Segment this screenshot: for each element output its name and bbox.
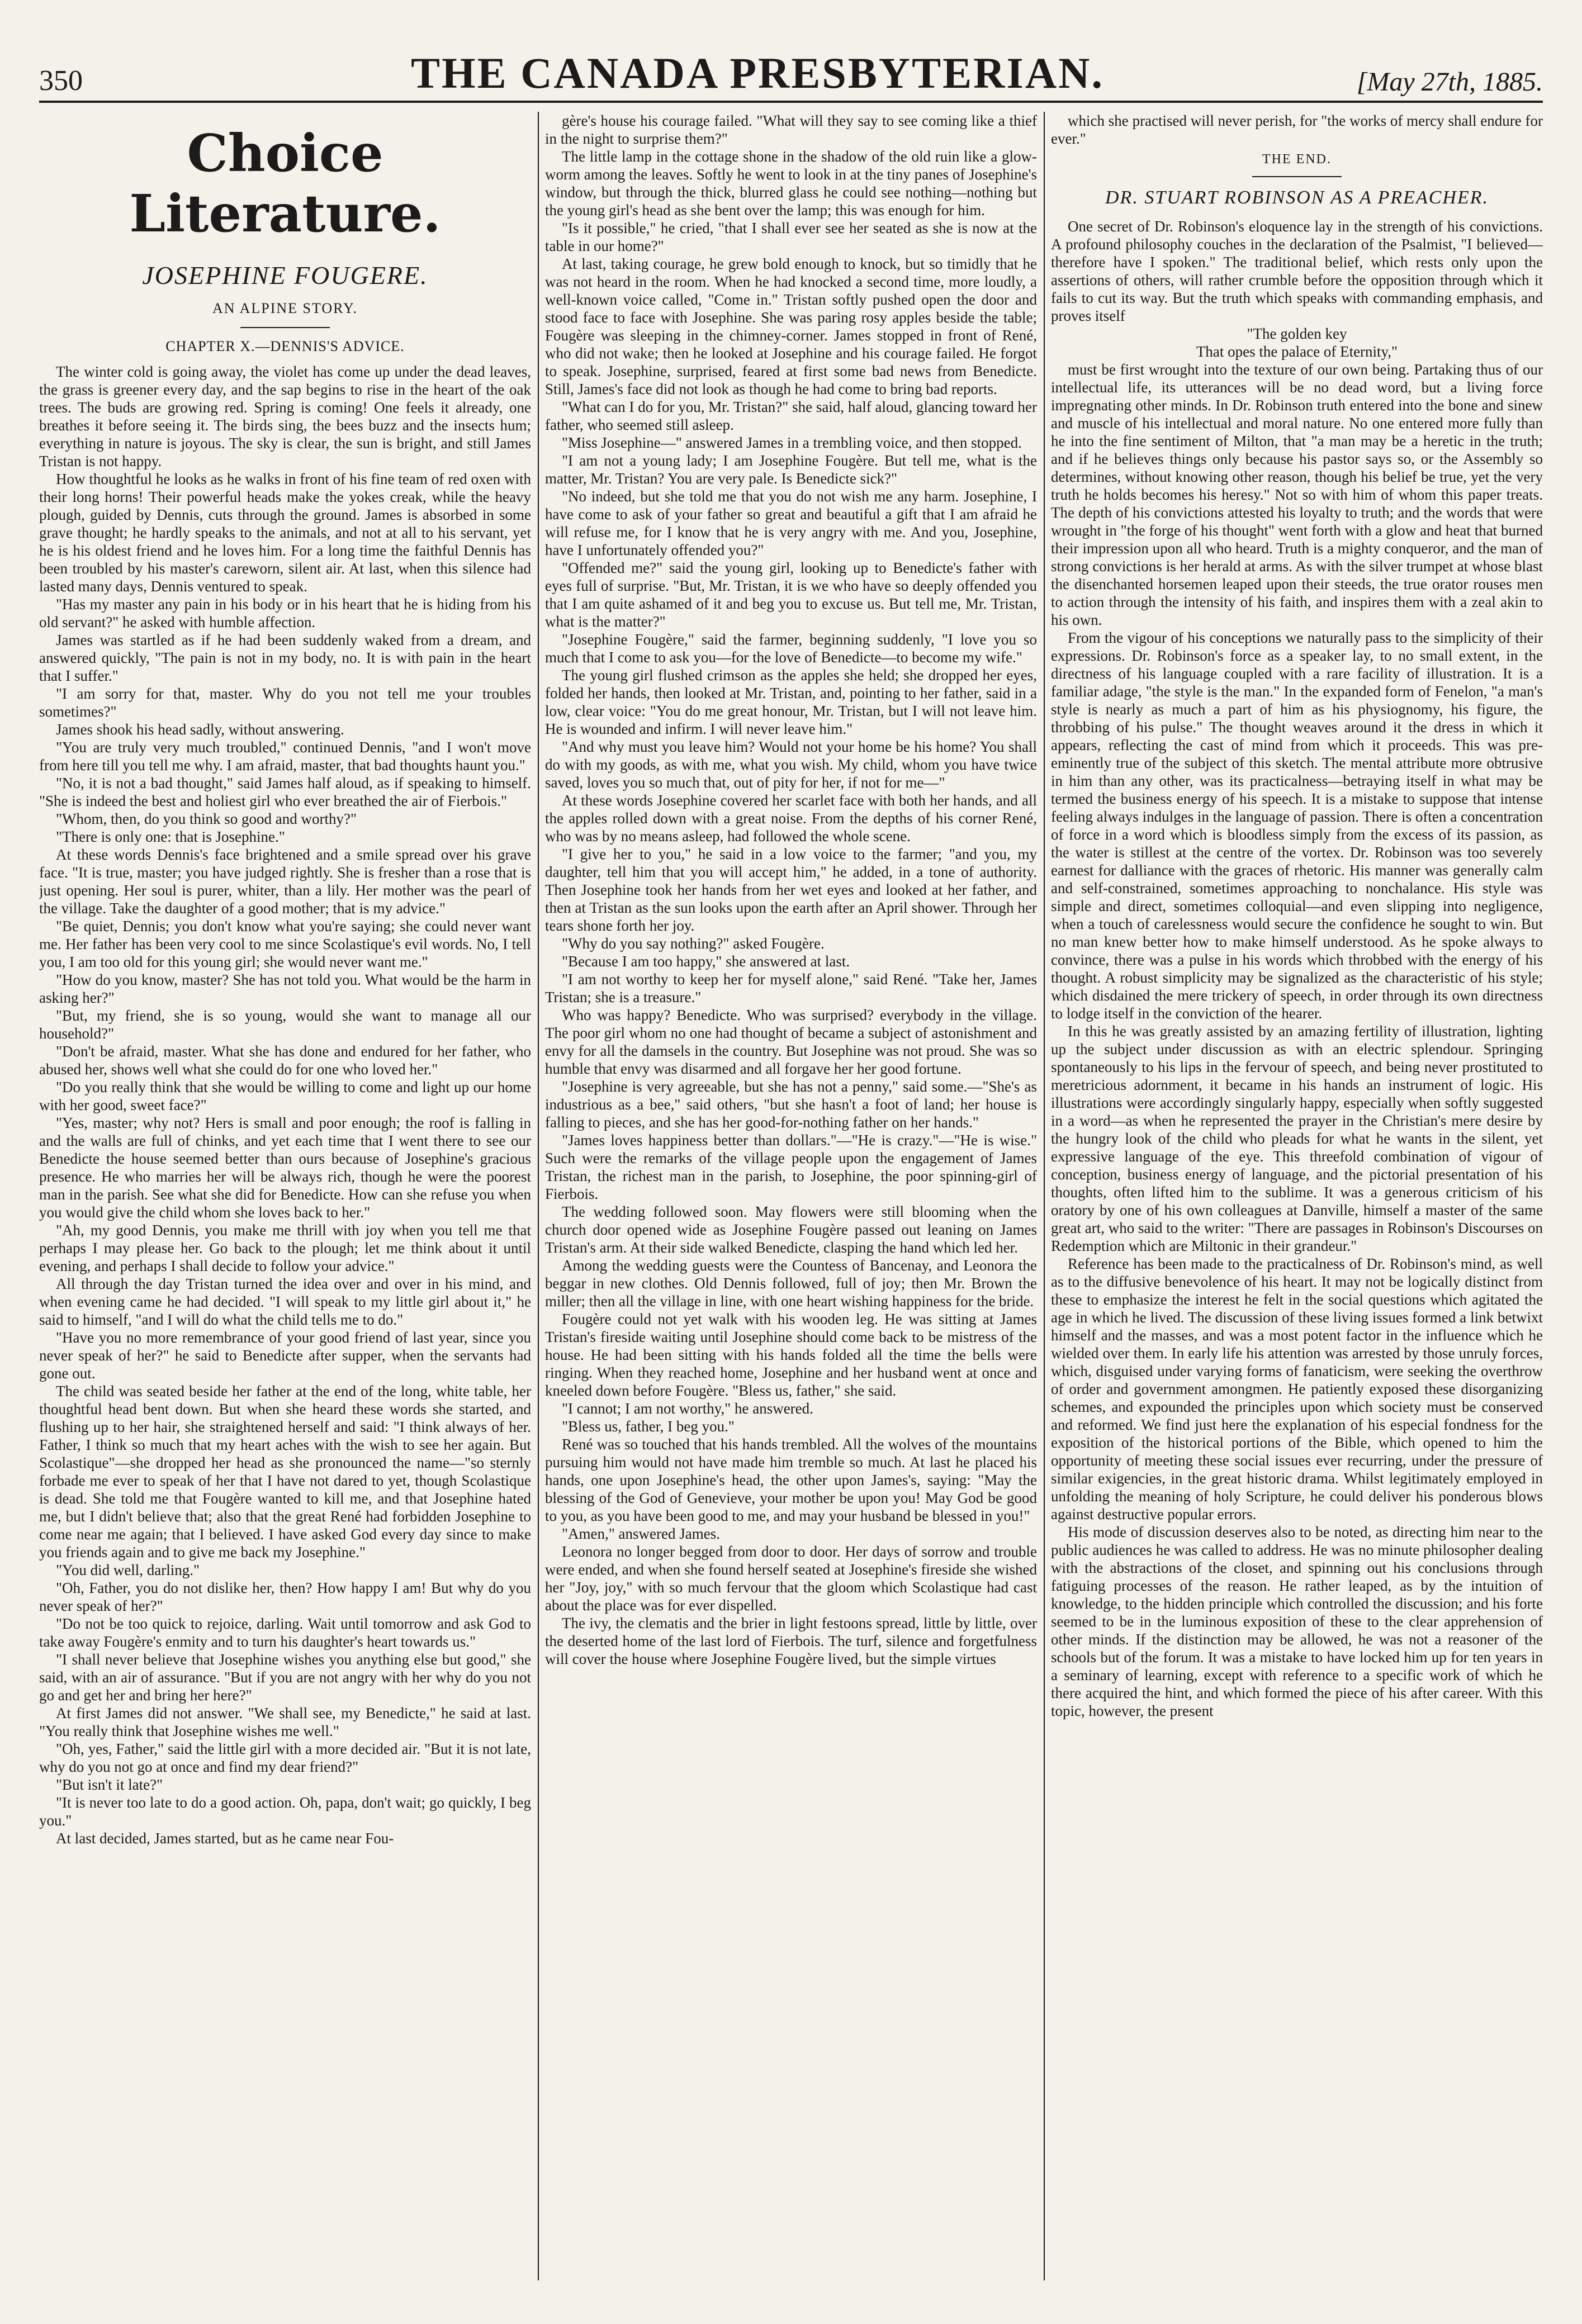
paragraph: must be first wrought into the texture of our own being. Partaking thus of our intellectual life, its utterances will be no dead word, but a living force impregnating other minds. In Dr. Robinson truth entered into the bone and sinew and muscle of his intellectual and moral nature. No one entered more fully than he into the fine sentiment of Milton, that "a man may be a heretic in the truth; and if he believes things only because his pastor says so, or the Assembly so determines, without knowing other reason, though his belief be true, yet the very truth he holds becomes his heresy." Not so with him of whom this paper treats. The depth of his convictions attested his loyalty to truth; and the words that were wrought in "the forge of his thought" went forth with a glow and heat that burned their impression upon all who heard. Truth is a mighty conqueror, and the man of strong convictions is her herald at arms. As with the silver trumpet at whose blast the disenchanted horsemen leaped upon their steeds, the true orator rouses men to action through the intensity of his faith, and inspires them with a zeal akin to his own. bbox=[1051, 361, 1543, 628]
column-rule bbox=[531, 112, 545, 2280]
paragraph: The young girl flushed crimson as the apples she held; she dropped her eyes, folded her hands, then looked at Mr. Tristan, and, pointing to her father, said in a low, clear voice: "You do me great honour, Mr. Tristan, but I will not leave him. He is wounded and infirm. I will never leave him." bbox=[545, 667, 1037, 737]
paragraph: "I give her to you," he said in a low voice to the farmer; "and you, my daughter, tell him that you will accept him," he added, in a tone of authority. Then Josephine took her hands from her wet eyes and looked at her father, and then at Tristan as the sun looks upon the earth after an April shower. Through her tears shone forth her joy. bbox=[545, 846, 1037, 934]
paragraph: James was startled as if he had been suddenly waked from a dream, and answered quickly, "The pain is not in my body, no. It is with pain in the heart that I suffer." bbox=[39, 632, 531, 684]
paragraph: "Have you no more remembrance of your good friend of last year, since you never speak of her?" he said to Benedicte after supper, when the servants had gone out. bbox=[39, 1329, 531, 1382]
story-title: JOSEPHINE FOUGERE. bbox=[142, 261, 428, 290]
paragraph: "Amen," answered James. bbox=[562, 1525, 720, 1542]
paragraph: At these words Dennis's face brightened and a smile spread over his grave face. "It is true, master; you have judged rightly. She is fresher than a rose that is just opening. Her soul is purer, whiter, than a lily. Her mother was the pearl of the village. Take the daughter of a good mother; that is my advice." bbox=[39, 846, 531, 917]
paragraph: "Do not be too quick to rejoice, darling. Wait until tomorrow and ask God to take away Fougère's enmity and to turn his daughter's heart towards us." bbox=[39, 1615, 531, 1650]
paragraph: All through the day Tristan turned the idea over and over in his mind, and when evening came he had decided. "I will speak to my little girl about it," he said to himself, "and I will do what the child tells me to do." bbox=[39, 1275, 531, 1328]
paragraph: "You are truly very much troubled," continued Dennis, "and I won't move from here till you tell me why. I am afraid, master, that bad thoughts haunt you." bbox=[39, 739, 531, 774]
paragraph: "But, my friend, she is so young, would she want to manage all our household?" bbox=[39, 1007, 531, 1042]
paragraph: How thoughtful he looks as he walks in front of his fine team of red oxen with their long horns! Their powerful heads make the yokes creak, while the heavy plough, guided by Dennis, cuts through the ground. James is absorbed in some grave thought; he hardly speaks to the animals, and not at all to his servant, yet he is his oldest friend and he loves him. For a long time the faithful Dennis has been troubled by his master's careworn, silent air. At last, when this silence had lasted many days, Dennis ventured to speak. bbox=[39, 471, 531, 595]
paragraph: René was so touched that his hands trembled. All the wolves of the mountains pursuing him would not have made him tremble so much. At last he placed his hands, one upon Josephine's head, the other upon James's, saying: "May the blessing of the God of Genevieve, your mother be upon you! May God be good to you, as you have been good to me, and may your husband be blessed in you!" bbox=[545, 1436, 1037, 1524]
paragraph: "No indeed, but she told me that you do not wish me any harm. Josephine, I have come to ask of your father so great and beautiful a gift that I am afraid he will refuse me, for I know that he is very angry with me. And you, Josephine, have I unfortunately offended you?" bbox=[545, 488, 1037, 558]
paragraph: "Ah, my good Dennis, you make me thrill with joy when you tell me that perhaps I may please her. Go back to the plough; let me think about it until evening, and perhaps I shall decide to follow your advice." bbox=[39, 1222, 531, 1274]
verse-line: That opes the palace of Eternity," bbox=[1196, 343, 1398, 360]
paragraph: "I am not worthy to keep her for myself alone," said René. "Take her, James Tristan; she is a treasure." bbox=[545, 971, 1037, 1006]
paragraph: "I am not a young lady; I am Josephine Fougère. But tell me, what is the matter, Mr. Tristan? You are very pale. Is Benedicte sick?" bbox=[545, 452, 1037, 487]
page-header bbox=[39, 39, 1543, 103]
article-intro bbox=[1051, 217, 1543, 325]
column-3 bbox=[1051, 112, 1543, 2280]
paragraph: Among the wedding guests were the Countess of Bancenay, and Leonora the beggar in new clothes. Old Dennis followed, full of joy; then Mr. Brown the miller; then all the village in line, with one heart wishing happiness for the bride. bbox=[545, 1257, 1037, 1310]
article-body bbox=[1051, 361, 1543, 1720]
paragraph: One secret of Dr. Robinson's eloquence lay in the strength of his convictions. A profound philosophy couches in the declaration of the Psalmist, "I believed—therefore have I spoken." The traditional belief, which rests only upon the assertions of others, will rather crumble before the opposition through which it fails to cut its way. But the truth which speaks with commanding emphasis, and proves itself bbox=[1051, 218, 1543, 324]
paragraph: The little lamp in the cottage shone in the shadow of the old ruin like a glow-worm among the leaves. Softly he went to look in at the tiny panes of Josephine's window, but through the thick, blurred glass he could see nothing—nothing but the young girl's head as she bent over the lamp; this was enough for him. bbox=[545, 148, 1037, 219]
paragraph: "There is only one: that is Josephine." bbox=[56, 828, 285, 845]
paragraph: "Miss Josephine—" answered James in a trembling voice, and then stopped. bbox=[562, 434, 1022, 451]
paragraph: "You did well, darling." bbox=[56, 1562, 200, 1578]
publication-title: THE CANADA PRESBYTERIAN. bbox=[410, 49, 1105, 97]
paragraph: "Do you really think that she would be willing to come and light up our home with her good, sweet face?" bbox=[39, 1079, 531, 1113]
paragraph: "And why must you leave him? Would not your home be his home? You shall do with my goods, as with me, what you wish. My child, whom you have twice saved, loves you so much that, out of pity for her, if not for me—" bbox=[545, 738, 1037, 791]
paragraph: "James loves happiness better than dollars."—"He is crazy."—"He is wise." Such were the remarks of the village people upon the engagement of James Tristan, the richest man in the parish, to Josephine, the poor spinning-girl of Fierbois. bbox=[545, 1132, 1037, 1202]
chapter-heading: CHAPTER X.—DENNIS'S ADVICE. bbox=[165, 338, 405, 354]
column-1 bbox=[39, 112, 531, 2280]
divider bbox=[1252, 176, 1342, 177]
verse-quote bbox=[1051, 325, 1543, 361]
paragraph: "What can I do for you, Mr. Tristan?" she said, half aloud, glancing toward her father, who seemed still asleep. bbox=[545, 399, 1037, 433]
end-mark: THE END. bbox=[1262, 152, 1332, 167]
paragraph: "Why do you say nothing?" asked Fougère. bbox=[562, 935, 825, 952]
column-1-body bbox=[39, 363, 531, 1847]
column-2-body bbox=[545, 112, 1037, 1668]
section-heading: Choice Literature. bbox=[129, 123, 441, 244]
paragraph: The ivy, the clematis and the brier in light festoons spread, little by little, over the deserted home of the last lord of Fierbois. The turf, silence and forgetfulness will cover the house where Josephine Fougère lived, but the simple virtues bbox=[545, 1615, 1037, 1667]
paragraph: Who was happy? Benedicte. Who was surprised? everybody in the village. The poor girl whom no one had thought of became a subject of astonishment and envy for all the damsels in the country. But Josephine was not proud. She was so humble that envy was disarmed and all forgave her her good fortune. bbox=[545, 1007, 1037, 1077]
columns bbox=[39, 112, 1543, 2280]
paragraph: His mode of discussion deserves also to be noted, as directing him near to the public audiences he was called to address. He was no minute philosopher dealing with the abstractions of the closet, and spinning out his conclusions through fatiguing processes of the reason. He rather leaped, as by the intuition of knowledge, to the hidden principle which controlled the discussion; and his forte seemed to be in the luminous exposition of these to the clear apprehension of other minds. If the distinction may be allowed, he was not a reasoner of the schools but of the forum. It was a mistake to have locked him up for ten years in a seminary of learning, except with reference to a specific work of which he there acquired the hint, and which formed the piece of his after career. With this topic, however, the present bbox=[1051, 1524, 1543, 1719]
paragraph: In this he was greatly assisted by an amazing fertility of illustration, lighting up the subject under discussion as with an electric splendour. Springing spontaneously to his lips in the fervour of speech, and being never prostituted to meretricious adornment, it became in his hands an instrument of logic. His illustrations were accordingly singularly happy, especially when softly suggested in a word—as when he represented the prayer in the Christian's mere desire by the hungry look of the child who pleads for what he wants in the silent, yet expressive language of the eye. This threefold combination of vigour of conception, business energy of language, and the pictorial presentation of his thoughts, often lifted him to the sublime. It was a generous criticism of his oratory by one of his own colleagues at Danville, himself a master of the same great art, who said to the writer: "There are passages in Robinson's Discourses on Redemption which are Miltonic in their grandeur." bbox=[1051, 1023, 1543, 1254]
story-subtitle: AN ALPINE STORY. bbox=[212, 300, 358, 316]
paragraph: "I shall never believe that Josephine wishes you anything else but good," she said, with an air of assurance. "But if you are not angry with her why do you not go and get her and bring her here?" bbox=[39, 1651, 531, 1704]
paragraph: "Because I am too happy," she answered at last. bbox=[562, 953, 850, 970]
paragraph: gère's house his courage failed. "What will they say to see coming like a thief in the night to surprise them?" bbox=[545, 112, 1037, 147]
paragraph: "Oh, Father, you do not dislike her, then? How happy I am! But why do you never speak of her?" bbox=[39, 1580, 531, 1614]
paragraph: "But isn't it late?" bbox=[56, 1776, 163, 1793]
paragraph: "I cannot; I am not worthy," he answered. bbox=[562, 1400, 813, 1417]
column-2 bbox=[545, 112, 1037, 2280]
paragraph: The winter cold is going away, the violet has come up under the dead leaves, the grass is greener every day, and the sap begins to rise in the heart of the oak trees. The buds are growing red. Spring is coming! One feels it already, one breathes it before seeing it. The birds sing, the bees buzz and the insects hum; everything in nature is joyous. The sky is clear, the sun is bright, and still James Tristan is not happy. bbox=[39, 363, 531, 469]
paragraph: "Don't be afraid, master. What she has done and endured for her father, who abused her, shows well what she could do for one who loved her." bbox=[39, 1043, 531, 1078]
paragraph: "Josephine is very agreeable, but she has not a penny," said some.—"She's as industrious as a bee," said others, "but she hasn't a foot of land; her house is falling to pieces, and she has her good-for-nothing father on her hands." bbox=[545, 1078, 1037, 1131]
story-closing-paragraph: which she practised will never perish, for "the works of mercy shall endure for ever." bbox=[1051, 112, 1543, 147]
paragraph: At last decided, James started, but as he came near Fou- bbox=[56, 1830, 394, 1847]
paragraph: "I am sorry for that, master. Why do you not tell me your troubles sometimes?" bbox=[39, 685, 531, 720]
paragraph: "How do you know, master? She has not told you. What would be the harm in asking her?" bbox=[39, 971, 531, 1006]
newspaper-page bbox=[39, 39, 1543, 2292]
column-rule bbox=[1037, 112, 1051, 2280]
paragraph: At these words Josephine covered her scarlet face with both her hands, and all the apples rolled down with a great noise. From the depths of his corner René, who was by no means asleep, had followed the whole scene. bbox=[545, 792, 1037, 845]
paragraph: From the vigour of his conceptions we naturally pass to the simplicity of their expressions. Dr. Robinson's force as a speaker lay, to no small extent, in the directness of his language coupled with a rare facility of illustration. It is a familiar adage, "the style is the man." In the expanded form of Fenelon, "a man's style is nearly as much a part of him as his physiognomy, his figure, the throbbing of his pulse." The thought weaves around it the dress in which it appears, reflecting the cast of mind from which it proceeds. This was pre-eminently true of the subject of this sketch. The mental attribute more obtrusive in him than any other, was its practicalness—betraying itself in what may be termed the business energy of his speech. It is a mistake to suppose that intense feeling always indulges in the language of passion. There is often a concentration of force in a word which is bloodless simply from the excess of its passion, as the water is stillest at the centre of the vortex. Dr. Robinson was too severely earnest for dalliance with the graces of rhetoric. His manner was generally calm and self-constrained, sometimes approaching to nonchalance. His style was simple and direct, sometimes colloquial—and even slipping into negligence, when a touch of carelessness would secure the confidence he sought to win. But no man knew better how to make himself understood. As he spoke always to convince, there was a pulse in his words which throbbed with the energy of his thought. A robust simplicity may be signalized as the characteristic of his style; which disdained the mere trickery of speech, in order through its own directness to lodge itself in the conviction of the hearer. bbox=[1051, 629, 1543, 1022]
paragraph: Reference has been made to the practicalness of Dr. Robinson's mind, as well as to the diffusive benevolence of his heart. It may not be logically distinct from these to emphasize the interest he felt in the social questions which agitated the age in which he lived. The discussion of these living issues formed a link betwixt himself and the masses, and was a most potent factor in the influence which he wielded over them. In early life his attention was arrested by those unruly forces, which, disguised under varying forms of fanaticism, were seeking the overthrow of order and government amongmen. He patiently exposed these disorganizing schemes, and expounded the principles upon which society must be conserved and reformed. We find just here the explanation of his especial fondness for the exposition of the historical portions of the Bible, which opened to him the opportunity of meeting these social issues ever recurring, under the pressure of similar exigencies, in the great historic drama. Whilst legitimately employed in unfolding the meaning of holy Scripture, he could deliver his ponderous blows against destructive popular errors. bbox=[1051, 1255, 1543, 1523]
paragraph: "Is it possible," he cried, "that I shall ever see her seated as she is now at the table in our home?" bbox=[545, 220, 1037, 254]
paragraph: The wedding followed soon. May flowers were still blooming when the church door opened wide as Josephine Fougère passed out leaning on James Tristan's arm. At their side walked Benedicte, clasping the hand which led her. bbox=[545, 1203, 1037, 1256]
paragraph: The child was seated beside her father at the end of the long, white table, her thoughtful head bent down. But when she heard these words she started, and flushing up to her hair, she straightened herself and said: "I think always of her. Father, I think so much that my heart aches with the wish to see her again. But Scolastique"—she dropped her head as she pronounced the name—"so sternly forbade me ever to speak of her that I have not dared to yet, though Scolastique is dead. She told me that Fougère wanted to kill me, and that Josephine hated me, but I didn't believe that; also that the great René had forbidden Josephine to come near me again; that I believed. I have asked God every day since to make you friends again and to give me back my Josephine." bbox=[39, 1383, 531, 1561]
paragraph: "Be quiet, Dennis; you don't know what you're saying; she could never want me. Her father has been very cool to me since Scolastique's evil words. No, I tell you, I am too old for this young girl; she would never want me." bbox=[39, 918, 531, 970]
paragraph: "No, it is not a bad thought," said James half aloud, as if speaking to himself. "She is indeed the best and holiest girl who ever breathed the air of Fierbois." bbox=[39, 775, 531, 809]
verse-line: "The golden key bbox=[1247, 325, 1347, 342]
paragraph: Fougère could not yet walk with his wooden leg. He was sitting at James Tristan's fireside waiting until Josephine should come back to be mistress of the house. He had been sitting with his hands folded all the time the bells were ringing. When they reached home, Josephine and her husband went at once and kneeled down before Fougère. "Bless us, father," she said. bbox=[545, 1311, 1037, 1399]
paragraph: At first James did not answer. "We shall see, my Benedicte," he said at last. "You really think that Josephine wishes me well." bbox=[39, 1705, 531, 1739]
article-title: DR. STUART ROBINSON AS A PREACHER. bbox=[1105, 187, 1489, 208]
paragraph: Leonora no longer begged from door to door. Her days of sorrow and trouble were ended, and when she found herself seated at Josephine's fireside she wished her "Joy, joy," with so much fervour that the gloom which Scolastique had cast about the place was for ever dispelled. bbox=[545, 1543, 1037, 1614]
paragraph: "Oh, yes, Father," said the little girl with a more decided air. "But it is not late, why do you not go at once and find my dear friend?" bbox=[39, 1740, 531, 1775]
paragraph: "Josephine Fougère," said the farmer, beginning suddenly, "I love you so much that I come to ask you—for the love of Benedicte—to become my wife." bbox=[545, 631, 1037, 666]
paragraph: "Yes, master; why not? Hers is small and poor enough; the roof is falling in and the walls are full of chinks, and yet each time that I went there to see our Benedicte the house seemed better than ours because of Josephine's gracious presence. He who marries her will be always rich, though he were the poorest man in the parish. See what she did for Benedicte. How can she refuse you when you would give the child whom she loves back to her." bbox=[39, 1114, 531, 1221]
paragraph: "It is never too late to do a good action. Oh, papa, don't wait; go quickly, I beg you." bbox=[39, 1794, 531, 1829]
paragraph: James shook his head sadly, without answering. bbox=[56, 721, 344, 738]
paragraph: "Offended me?" said the young girl, looking up to Benedicte's father with eyes full of surprise. "But, Mr. Tristan, it is we who have so deeply offended you that I am quite ashamed of it and beg you to excuse us. But tell me, Mr. Tristan, what is the matter?" bbox=[545, 559, 1037, 630]
divider bbox=[240, 327, 330, 328]
paragraph: "Whom, then, do you think so good and worthy?" bbox=[56, 810, 357, 827]
paragraph: "Has my master any pain in his body or in his heart that he is hiding from his old servant?" he asked with humble affection. bbox=[39, 596, 531, 630]
paragraph: At last, taking courage, he grew bold enough to knock, but so timidly that he was not heard in the room. When he had knocked a second time, more loudly, a well-known voice called, "Come in." Tristan softly pushed open the door and stood face to face with Josephine. She was paring rosy apples beside the table; Fougère was sleeping in the chimney-corner. James stopped in front of René, who did not wake; then he looked at Josephine and his courage failed. He forgot to speak. Josephine, surprised, feared at first some bad news from Benedicte. Still, James's face did not look as though he had come to bring bad reports. bbox=[545, 255, 1037, 397]
issue-date: [May 27th, 1885. bbox=[1356, 67, 1543, 97]
paragraph: "Bless us, father, I beg you." bbox=[562, 1418, 735, 1435]
page-number: 350 bbox=[39, 65, 83, 97]
